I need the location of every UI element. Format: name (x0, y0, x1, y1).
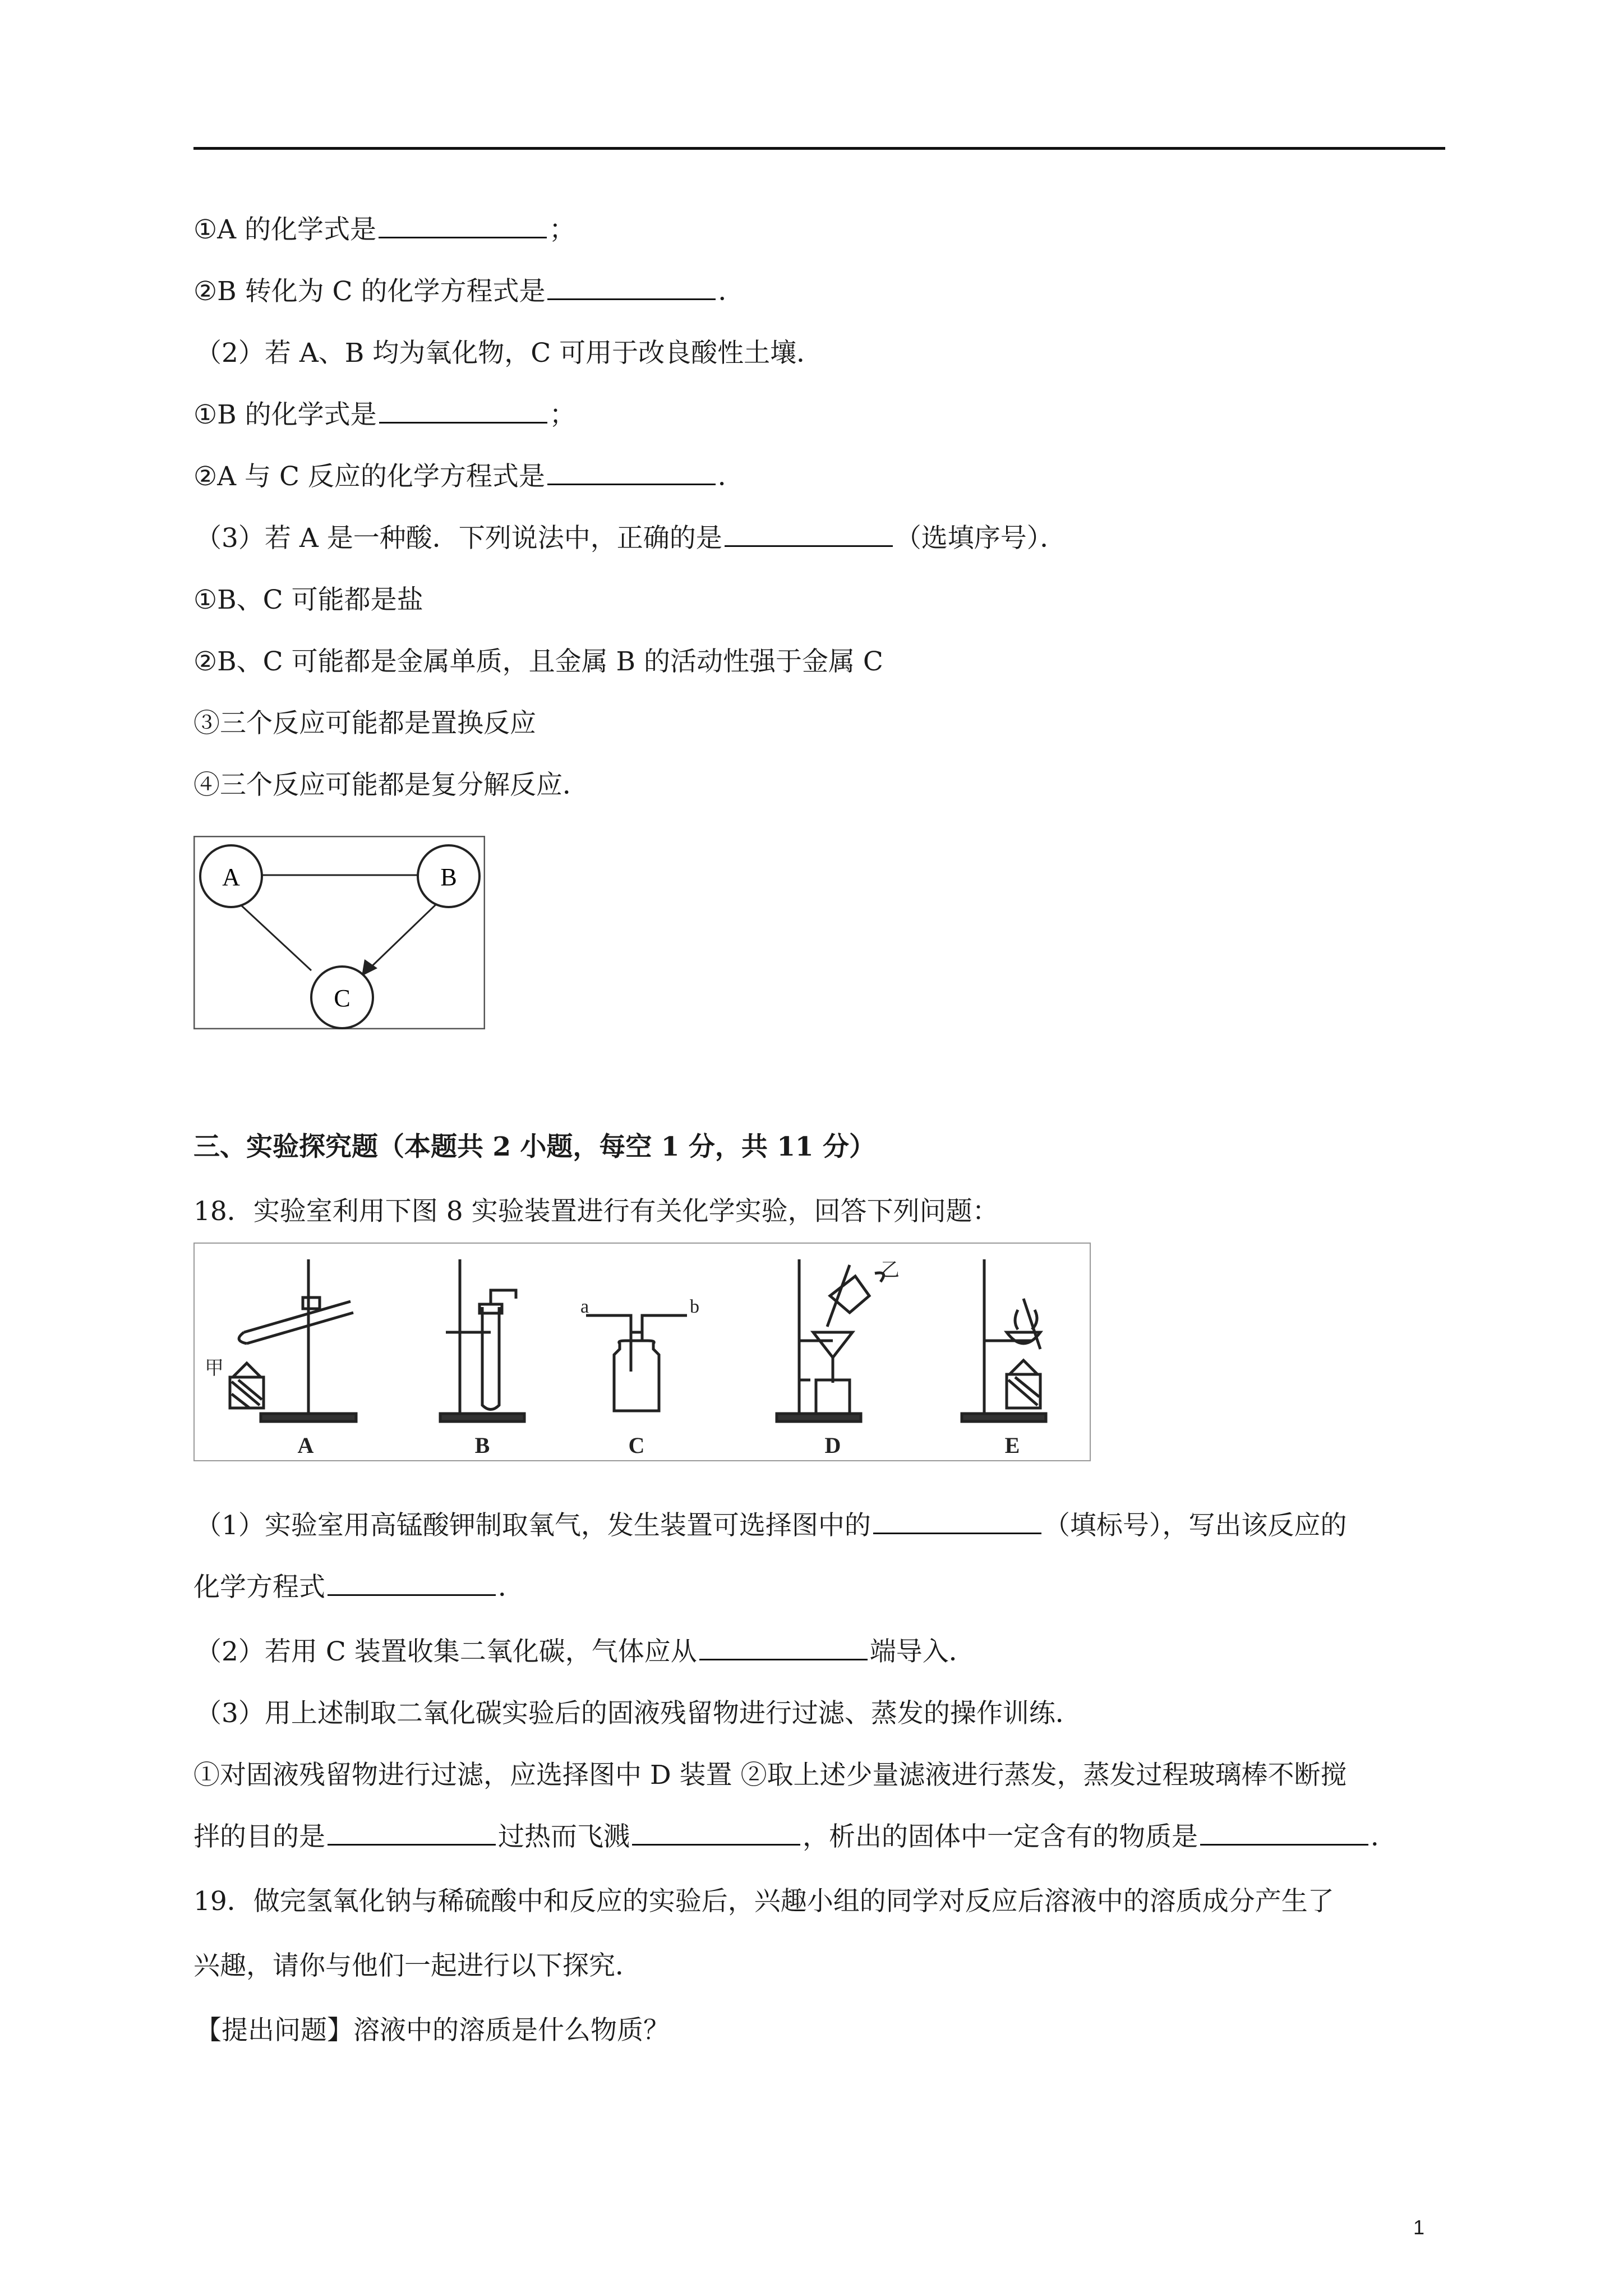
label-c: C (628, 1433, 645, 1458)
node-c-label: C (334, 984, 351, 1012)
q3-option: ①B、C 可能都是盐 (193, 585, 423, 615)
answer-blank[interactable] (1200, 1821, 1368, 1846)
annotation-b: b (690, 1296, 699, 1317)
q18-part3: （3）用上述制取二氧化碳实验后的固液残留物进行过滤、蒸发的操作训练． (195, 1698, 1082, 1729)
abc-relation-diagram (193, 836, 485, 1029)
q3-option: ③三个反应可能都是置换反应 (193, 708, 536, 739)
q19-question: 【提出问题】溶液中的溶质是什么物质？ (195, 2015, 670, 2046)
header-rule (193, 147, 1445, 150)
node-a-label: A (222, 863, 240, 891)
answer-blank[interactable] (379, 399, 547, 424)
figure-frame (194, 1243, 1090, 1461)
annotation-yi: 乙 (880, 1260, 900, 1281)
q3-option: ④三个反应可能都是复分解反应． (193, 770, 589, 800)
annotation-jia: 甲 (205, 1358, 224, 1379)
q3-option: ②B、C 可能都是金属单质，且金属 B 的活动性强于金属 C (193, 646, 883, 677)
q2-a-c-equation: ②A 与 C 反应的化学方程式是 ． (193, 461, 744, 492)
page-number: 1 (1413, 2216, 1425, 2239)
answer-blank[interactable] (632, 1821, 800, 1846)
answer-blank[interactable] (547, 461, 716, 485)
answer-blank[interactable] (328, 1572, 496, 1596)
q1-a-formula: ①A 的化学式是 ； (193, 214, 576, 245)
q18-stem: 18．实验室利用下图 8 实验装置进行有关化学实验，回答下列问题： (193, 1196, 999, 1227)
section-heading: 三、实验探究题（本题共 2 小题，每空 1 分，共 11 分） (193, 1131, 875, 1162)
label-e: E (1004, 1433, 1020, 1458)
answer-blank[interactable] (379, 214, 547, 238)
answer-blank[interactable] (328, 1821, 496, 1846)
q18-part1: （1）实验室用高锰酸钾制取氧气，发生装置可选择图中的 （填标号），写出该反应的 (195, 1510, 1347, 1541)
q18-part2: （2）若用 C 装置收集二氧化碳，气体应从 端导入． (195, 1636, 975, 1667)
q2-stem: （2）若 A、B 均为氧化物，C 可用于改良酸性土壤． (195, 338, 823, 369)
node-b-label: B (440, 863, 457, 891)
annotation-a: a (580, 1296, 589, 1317)
answer-blank[interactable] (699, 1636, 868, 1660)
q19-line1: 19．做完氢氧化钠与稀硫酸中和反应的实验后，兴趣小组的同学对反应后溶液中的溶质成分产生了 (193, 1886, 1334, 1917)
label-d: D (824, 1433, 841, 1458)
q19-line2: 兴趣，请你与他们一起进行以下探究． (193, 1950, 642, 1981)
q18-part3-line1: ①对固液残留物进行过滤，应选择图中 D 装置 ②取上述少量滤液进行蒸发，蒸发过程玻璃棒不断搅 (193, 1760, 1347, 1791)
answer-blank[interactable] (873, 1510, 1041, 1534)
apparatus-figure (193, 1243, 1091, 1461)
label-a: A (297, 1433, 314, 1458)
q18-part3-line2: 拌的目的是 过热而飞溅 ，析出的固体中一定含有的物质是 ． (193, 1821, 1397, 1852)
q3-stem: （3）若 A 是一种酸．下列说法中，正确的是 （选填序号）． (195, 523, 1067, 554)
answer-blank[interactable] (725, 523, 893, 547)
q18-part1-cont: 化学方程式 ． (193, 1572, 524, 1603)
q2-b-formula: ①B 的化学式是 ； (193, 399, 576, 430)
answer-blank[interactable] (547, 276, 716, 300)
label-b: B (474, 1433, 490, 1458)
q1-b-to-c: ②B 转化为 C 的化学方程式是 ． (193, 276, 745, 307)
